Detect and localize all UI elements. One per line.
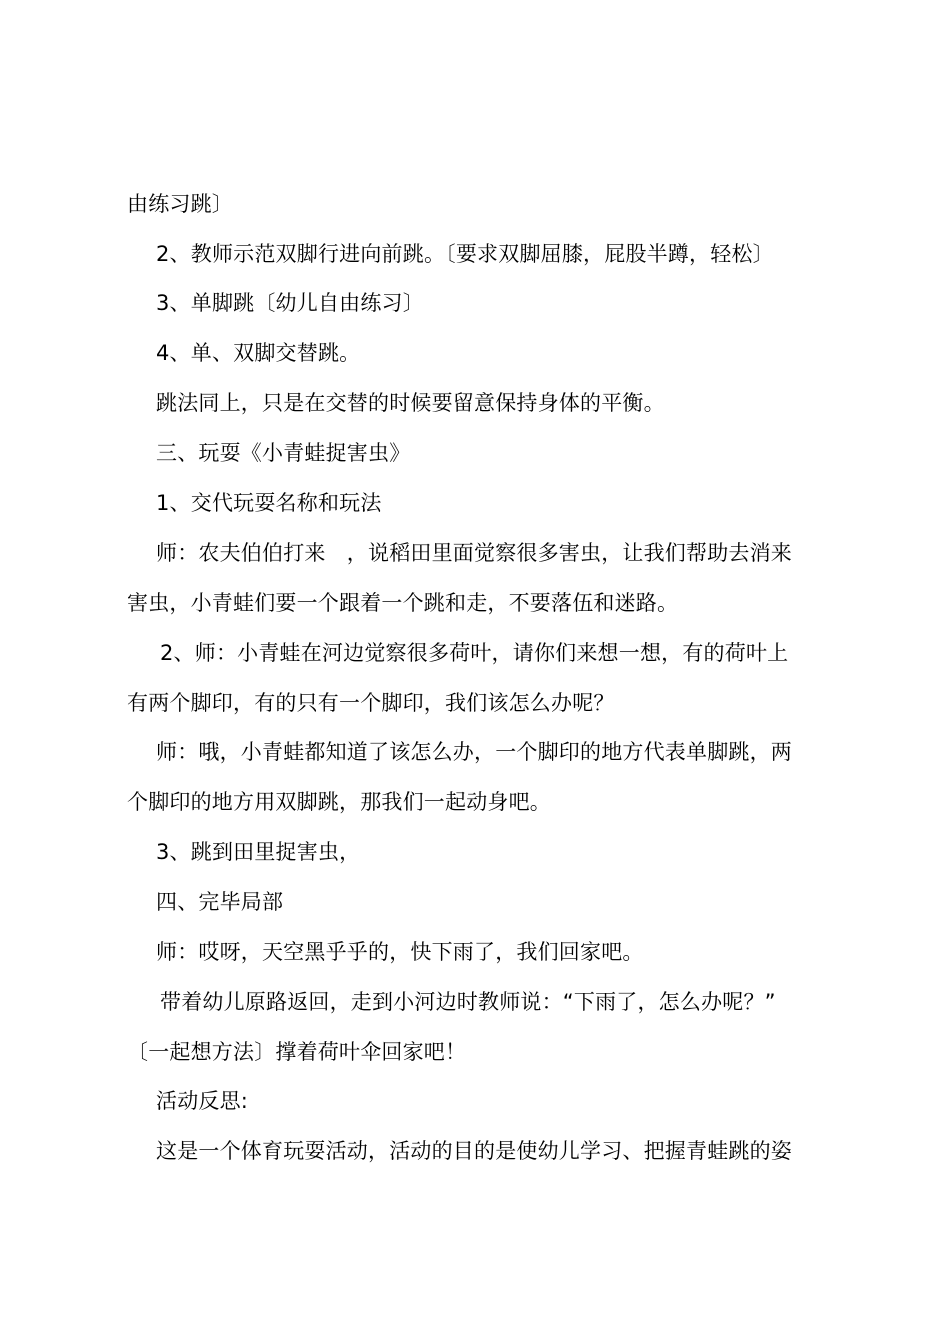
- text-line: 1、交代玩耍名称和玩法: [156, 491, 382, 515]
- text-line: 这是一个体育玩耍活动，活动的目的是使幼儿学习、把握青蛙跳的姿: [156, 1139, 792, 1163]
- text-line: 2、师：小青蛙在河边觉察很多荷叶，请你们来想一想，有的荷叶上: [160, 641, 789, 665]
- section-heading: 活动反思:: [156, 1089, 249, 1113]
- text-line: 〔一起想方法〕撑着荷叶伞回家吧！: [127, 1040, 467, 1064]
- text-line: 由练习跳〕: [127, 192, 233, 216]
- section-heading: 四、完毕局部: [156, 890, 284, 914]
- text-line: 师：哎呀，天空黑乎乎的，快下雨了，我们回家吧。: [156, 940, 644, 964]
- text-line: 有两个脚印，有的只有一个脚印，我们该怎么办呢？: [127, 691, 615, 715]
- text-line: 师：哦，小青蛙都知道了该怎么办，一个脚印的地方代表单脚跳，两: [156, 740, 792, 764]
- text-line: 带着幼儿原路返回，走到小河边时教师说：“下雨了，怎么办呢？”: [160, 990, 776, 1014]
- text-line: 个脚印的地方用双脚跳，那我们一起动身吧。: [127, 790, 551, 814]
- text-line: 3、单脚跳〔幼儿自由练习〕: [156, 291, 424, 315]
- text-line: 师：农夫伯伯打来 ，说稻田里面觉察很多害虫，让我们帮助去消来: [156, 541, 792, 565]
- text-line: 跳法同上，只是在交替的时候要留意保持身体的平衡。: [156, 391, 665, 415]
- text-line: 2、教师示范双脚行进向前跳。〔要求双脚屈膝，屁股半蹲，轻松〕: [156, 242, 774, 266]
- text-line: 害虫，小青蛙们要一个跟着一个跳和走，不要落伍和迷路。: [127, 591, 679, 615]
- text-line: 4、单、双脚交替跳。: [156, 341, 361, 365]
- section-heading: 三、玩耍《小青蛙捉害虫》: [156, 441, 411, 465]
- text-line: 3、跳到田里捉害虫，: [156, 840, 361, 864]
